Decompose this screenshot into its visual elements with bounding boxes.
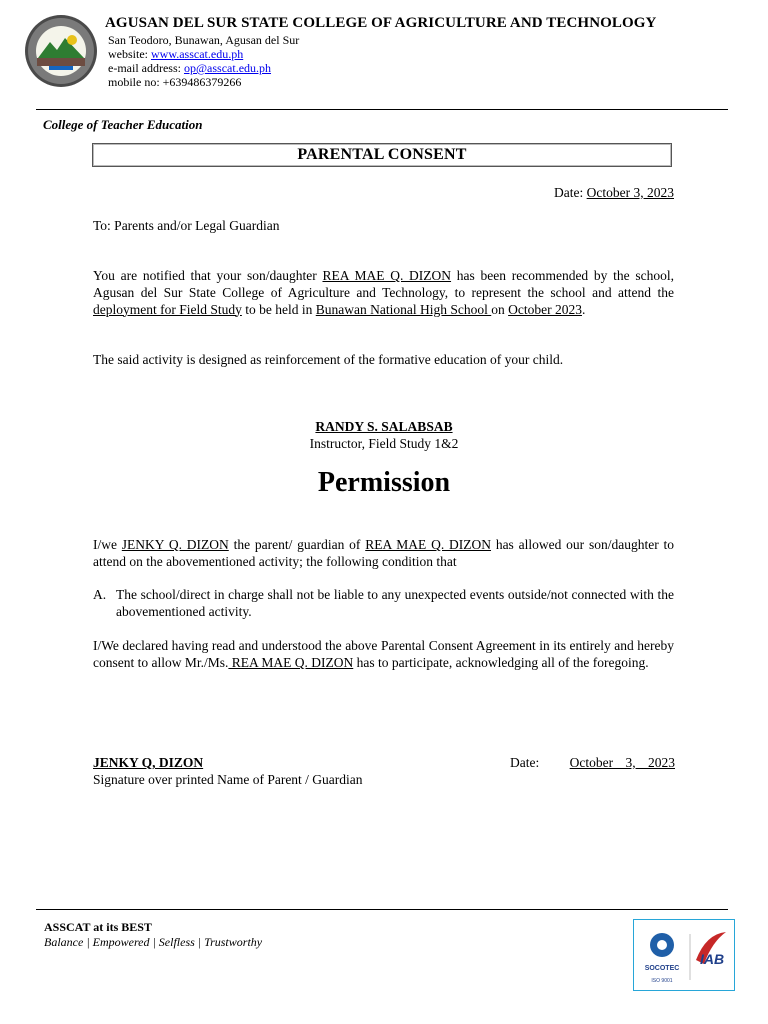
website-link[interactable]: www.asscat.edu.ph (151, 47, 244, 61)
para3-text: I/we (93, 537, 122, 552)
iso-label: ISO 9001 (651, 978, 673, 984)
para3-text: has allowed our son/daughter to attend on the abovementioned activity; the following condition that (93, 537, 674, 569)
college-name: AGUSAN DEL SUR STATE COLLEGE OF AGRICULTURE AND TECHNOLOGY (105, 15, 657, 31)
department-name: College of Teacher Education (43, 117, 203, 132)
activity-month: October 2023 (508, 301, 582, 317)
agreement-paragraph (93, 638, 674, 672)
iab-label: IAB (699, 951, 725, 967)
instructor-position: Instructor, Field Study 1&2 (309, 435, 459, 451)
email-label: e-mail address: (108, 61, 181, 75)
purpose-paragraph: The said activity is designed as reinforcement of the formative education of your child. (93, 352, 564, 367)
footer-values: Balance | Empowered | Selfless | Trustworthy (44, 935, 263, 949)
website-label: website: (108, 47, 148, 61)
signature-date-value: October 3, 2023 (569, 755, 675, 770)
signature-date-label: Date: (510, 755, 540, 770)
college-seal-logo (24, 14, 98, 88)
college-address: San Teodoro, Bunawan, Agusan del Sur (108, 33, 300, 47)
permission-title: Permission (317, 467, 451, 498)
signature-caption: Signature over printed Name of Parent / Guardian (93, 772, 363, 787)
notification-paragraph (93, 268, 674, 318)
instructor-block (0, 419, 768, 453)
certification-logos (633, 919, 735, 991)
email-link[interactable]: op@asscat.edu.ph (183, 61, 272, 75)
student-name: REA MAE Q. DIZON (322, 268, 452, 283)
condition-letter: A. (93, 587, 107, 602)
condition-text: The school/direct in charge shall not be liable to any unexpected events outside/not connected with the abovementioned activity. (116, 587, 674, 619)
parent-name: JENKY Q. DIZON (121, 537, 229, 552)
para4-text: has to participate, acknowledging all of the foregoing. (353, 654, 649, 670)
para1-text: . (581, 301, 586, 317)
date-label: Date: (554, 185, 584, 200)
para1-text: has been recommended by the school, Agusan del Sur State College of Agriculture and Technology, to represent the school and attend the (93, 268, 674, 300)
date-value: October 3, 2023 (586, 185, 674, 200)
student-name: REA MAE Q. DIZON (365, 537, 492, 552)
signature-date (510, 755, 675, 772)
para3-text: the parent/ guardian of (228, 537, 366, 552)
signatory-name: JENKY Q, DIZON (93, 755, 204, 770)
condition-item (93, 587, 674, 621)
para1-text: on (491, 301, 509, 317)
mobile-line: mobile no: +639486379266 (108, 75, 242, 89)
permission-paragraph (93, 537, 674, 571)
para1-text: You are notified that your son/daughter (93, 268, 323, 283)
socotec-label: SOCOTEC (644, 965, 680, 972)
venue-name: Bunawan National High School (315, 301, 492, 317)
para4-text: I/We declared having read and understood the above Parental Consent Agreement in its entirely and hereby consent to allow Mr./Ms. (93, 638, 674, 670)
email-line (108, 61, 271, 75)
instructor-name: RANDY S. SALABSAB (315, 419, 453, 434)
socotec-iab-badge-icon (634, 920, 734, 990)
footer-divider (36, 909, 728, 910)
document-title: PARENTAL CONSENT (297, 146, 467, 163)
activity-name: deployment for Field Study (93, 301, 242, 317)
title-box (92, 143, 672, 167)
header-divider (36, 109, 728, 110)
date-line (554, 185, 674, 202)
student-name: REA MAE Q. DIZON (228, 654, 354, 670)
salutation: To: Parents and/or Legal Guardian (93, 218, 280, 233)
para1-text: to be held in (241, 301, 316, 317)
footer-motto: ASSCAT at its BEST (44, 920, 152, 934)
website-line (108, 47, 243, 61)
